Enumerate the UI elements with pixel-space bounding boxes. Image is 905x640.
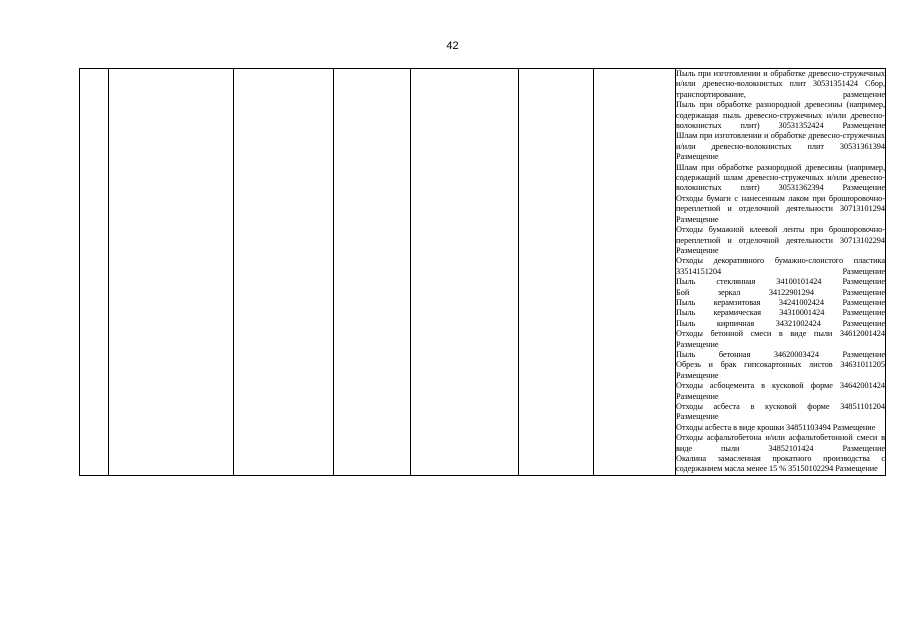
table-cell-col-1 xyxy=(80,69,109,476)
waste-entry: Пыль керамзитовая 34241002424 Размещение xyxy=(676,297,885,307)
waste-entry: Отходы асбеста в кусковой форме 34851101204 Размещение xyxy=(676,402,885,422)
waste-entry: Отходы бетонной смеси в виде пыли 34612001424 Размещение xyxy=(676,329,885,349)
waste-entry: Пыль кирпичная 34321002424 Размещение xyxy=(676,318,885,328)
waste-entry: Окалина замасленная прокатного производства с содержанием масла менее 15 % 35150102294 Размещение xyxy=(676,454,885,474)
waste-entry: Шлам при изготовлении и обработке древесно-стружечных и/или древесно-волокнистых плит 30531361394 Размещение xyxy=(676,131,885,162)
waste-entry: Пыль при изготовлении и обработке древесно-стружечных и/или древесно-волокнистых плит 30531351424 Сбор, транспортирование, размещение xyxy=(676,69,885,99)
waste-entry: Пыль керамическая 34310001424 Размещение xyxy=(676,308,885,318)
waste-entry: Отходы декоративного бумажно-слоистого пластика 33514151204 Размещение xyxy=(676,256,885,276)
table-cell-col-2 xyxy=(109,69,234,476)
table-cell-col-6 xyxy=(519,69,594,476)
table-cell-col-3 xyxy=(234,69,334,476)
document-table xyxy=(79,68,886,476)
table-cell-col-4 xyxy=(334,69,411,476)
waste-entry: Отходы бумаги с нанесенным лаком при брошюровочно-переплетной и отделочной деятельности 30713101294 Размещение xyxy=(676,193,885,224)
waste-entry: Отходы асбоцемента в кусковой форме 34642001424 Размещение xyxy=(676,381,885,401)
waste-entry: Пыль бетонная 34620003424 Размещение xyxy=(676,349,885,359)
waste-list-cell xyxy=(676,69,886,476)
waste-entry: Бой зеркал 34122901294 Размещение xyxy=(676,287,885,297)
waste-entry: Отходы бумажной клеевой ленты при брошюровочно-переплетной и отделочной деятельности 30713102294 Размещение xyxy=(676,225,885,255)
table-row xyxy=(80,69,886,476)
waste-entry: Отходы асфальтобетона и/или асфальтобетонной смеси в виде пыли 34852101424 Размещение xyxy=(676,433,885,453)
waste-entry: Пыль стеклянная 34100101424 Размещение xyxy=(676,277,885,287)
waste-entry: Отходы асбеста в виде крошки 34851103494 Размещение xyxy=(676,422,876,432)
table-cell-col-5 xyxy=(411,69,519,476)
waste-entry: Обрезь и брак гипсокартонных листов 34631011205 Размещение xyxy=(676,360,885,380)
table-cell-col-7 xyxy=(594,69,676,476)
waste-entry: Пыль при обработке разнородной древесины (например, содержащая пыль древесно-стружечных и/или древесно-волокнистых плит) 30531352424 Размещение xyxy=(676,100,885,131)
waste-entry: Шлам при обработке разнородной древесины (например, содержащий шлам древесно-стружечных и/или древесно-волокнистых плит) 30531362394 Размещение xyxy=(676,162,885,193)
waste-entries xyxy=(676,69,885,475)
page-number: 42 xyxy=(446,40,459,52)
